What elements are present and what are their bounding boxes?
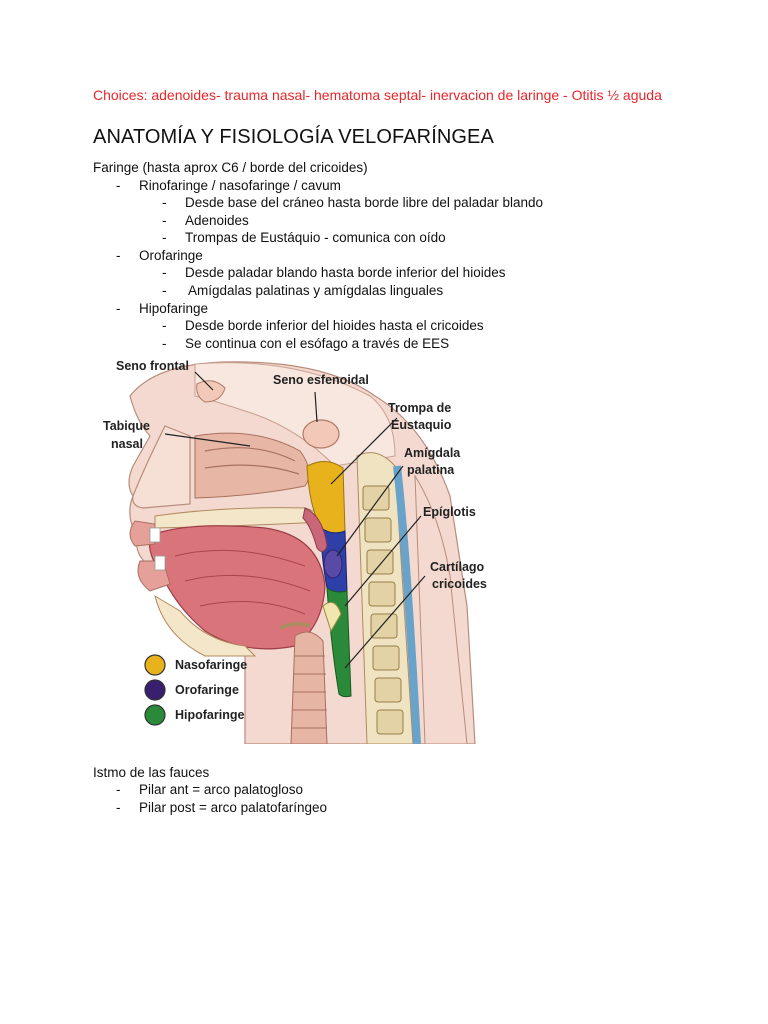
sub-item: Desde borde inferior del hioides hasta el cricoides (185, 318, 484, 333)
tooth (155, 556, 165, 570)
label-seno-frontal: Seno frontal (116, 359, 189, 373)
bullet-dash: - (162, 336, 167, 351)
istmo-heading: Istmo de las fauces (93, 765, 210, 780)
label-amigdala: Amígdala (404, 446, 461, 460)
sagittal-head-illustration (95, 356, 497, 744)
label-trompa: Trompa de (388, 401, 452, 415)
sub-item: Adenoides (185, 213, 249, 228)
bullet-dash: - (162, 230, 167, 245)
list-item-rinofaringe: Rinofaringe / nasofaringe / cavum (139, 178, 341, 193)
sub-item: Desde base del cráneo hasta borde libre del paladar blando (185, 195, 544, 210)
bullet-dash: - (116, 301, 121, 316)
label-epiglotis: Epíglotis (423, 505, 476, 519)
legend-swatch-nasofaringe (145, 655, 165, 675)
larynx-trachea (291, 632, 327, 744)
legend-label-orofaringe: Orofaringe (175, 683, 239, 697)
legend-label-hipofaringe: Hipofaringe (175, 708, 245, 722)
bullet-dash: - (162, 318, 167, 333)
bullet-dash: - (116, 800, 121, 815)
bullet-dash: - (162, 213, 167, 228)
bullet-dash: - (116, 178, 121, 193)
sphenoid-sinus-shape (303, 420, 339, 448)
sub-item: Desde paladar blando hasta borde inferior del hioides (185, 265, 506, 280)
sub-item: Amígdalas palatinas y amígdalas linguales (185, 283, 444, 298)
list-item-pilar-post: Pilar post = arco palatofaríngeo (139, 800, 327, 815)
anatomy-figure (95, 356, 497, 744)
label-seno-esfenoidal: Seno esfenoidal (273, 373, 369, 387)
page-title: ANATOMÍA Y FISIOLOGÍA VELOFARÍNGEA (93, 126, 494, 148)
legend (145, 655, 247, 725)
legend-label-nasofaringe: Nasofaringe (175, 658, 248, 672)
legend-swatch-orofaringe (145, 680, 165, 700)
list-item-pilar-ant: Pilar ant = arco palatogloso (139, 782, 303, 797)
faringe-heading: Faringe (hasta aprox C6 / borde del cricoides) (93, 160, 368, 175)
choices-line: Choices: adenoides- trauma nasal- hematoma septal- inervacion de laringe - Otitis ½ aguda (93, 87, 662, 103)
bullet-dash: - (162, 265, 167, 280)
label-cartilago: Cartílago (430, 560, 485, 574)
bullet-dash: - (162, 283, 167, 298)
list-item-hipofaringe: Hipofaringe (139, 301, 209, 316)
bullet-dash: - (162, 195, 167, 210)
tooth (150, 528, 160, 542)
label-amigdala-palatina: palatina (407, 463, 455, 477)
label-tabique-nasal: nasal (111, 437, 143, 451)
sub-item: Se continua con el esófago a través de EES (185, 336, 450, 351)
list-item-orofaringe: Orofaringe (139, 248, 203, 263)
legend-swatch-hipofaringe (145, 705, 165, 725)
label-cartilago-cricoides: cricoides (432, 577, 487, 591)
palatine-tonsil-shape (324, 550, 342, 578)
bullet-dash: - (116, 248, 121, 263)
label-trompa-eustaquio: Eustaquio (391, 418, 452, 432)
label-tabique: Tabique (103, 419, 150, 433)
sub-item: Trompas de Eustáquio - comunica con oído (185, 230, 446, 245)
bullet-dash: - (116, 782, 121, 797)
